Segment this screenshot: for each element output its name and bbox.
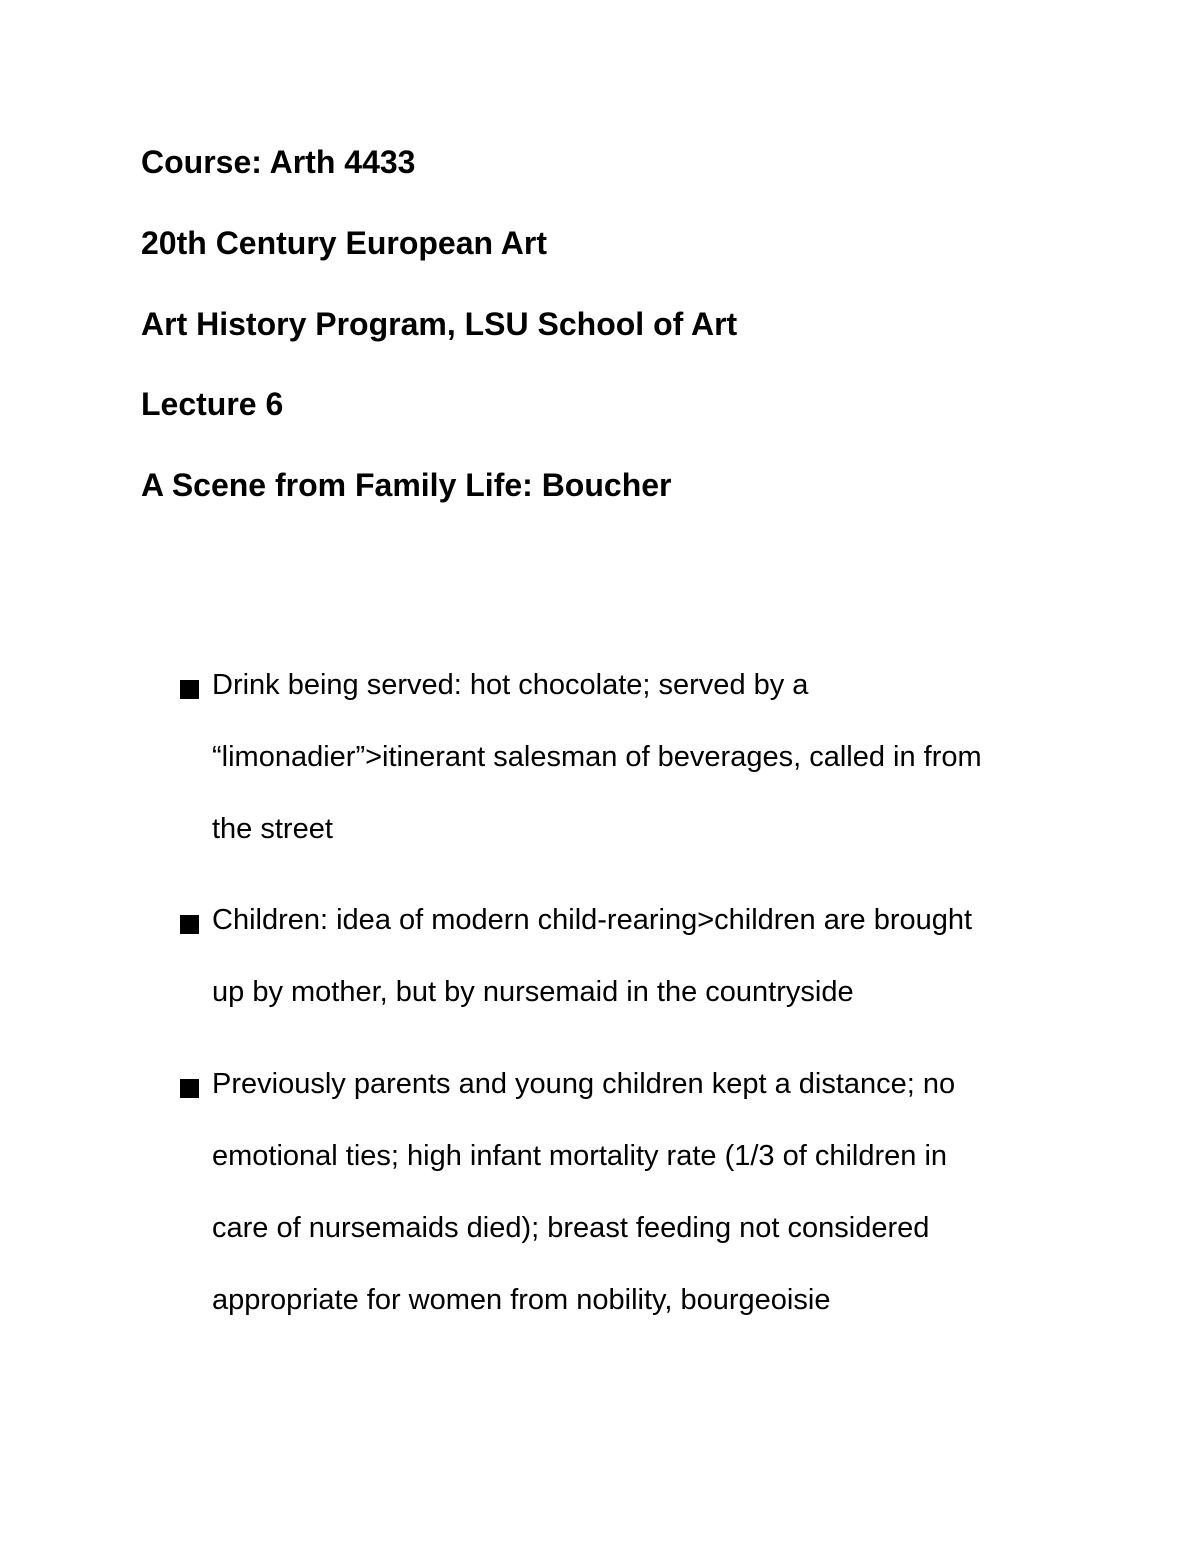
lecture-number: Lecture 6 bbox=[141, 386, 284, 422]
course-title: 20th Century European Art bbox=[141, 225, 547, 261]
program-name: Art History Program, LSU School of Art bbox=[141, 306, 738, 342]
text-line: the street bbox=[212, 813, 333, 845]
text-line: emotional ties; high infant mortality rate (1/3 of children in bbox=[212, 1140, 948, 1172]
text-line: Children: idea of modern child-rearing>children are brought bbox=[212, 904, 973, 936]
square-bullet-icon bbox=[180, 915, 199, 934]
course-code: Course: Arth 4433 bbox=[141, 144, 416, 180]
square-bullet-icon bbox=[180, 1079, 199, 1098]
bullet-text bbox=[212, 902, 1062, 1046]
lecture-topic: A Scene from Family Life: Boucher bbox=[141, 467, 672, 503]
square-bullet-icon bbox=[180, 680, 199, 699]
bullet-text bbox=[212, 667, 1062, 883]
text-line: up by mother, but by nursemaid in the countryside bbox=[212, 976, 854, 1008]
text-line: “limonadier”>itinerant salesman of beverages, called in from bbox=[212, 741, 982, 773]
text-line: Previously parents and young children kept a distance; no bbox=[212, 1068, 956, 1100]
text-line: care of nursemaids died); breast feeding not considered bbox=[212, 1212, 930, 1244]
text-line: Drink being served: hot chocolate; served by a bbox=[212, 669, 809, 701]
text-line: appropriate for women from nobility, bourgeoisie bbox=[212, 1284, 831, 1316]
bullet-text bbox=[212, 1066, 1062, 1354]
